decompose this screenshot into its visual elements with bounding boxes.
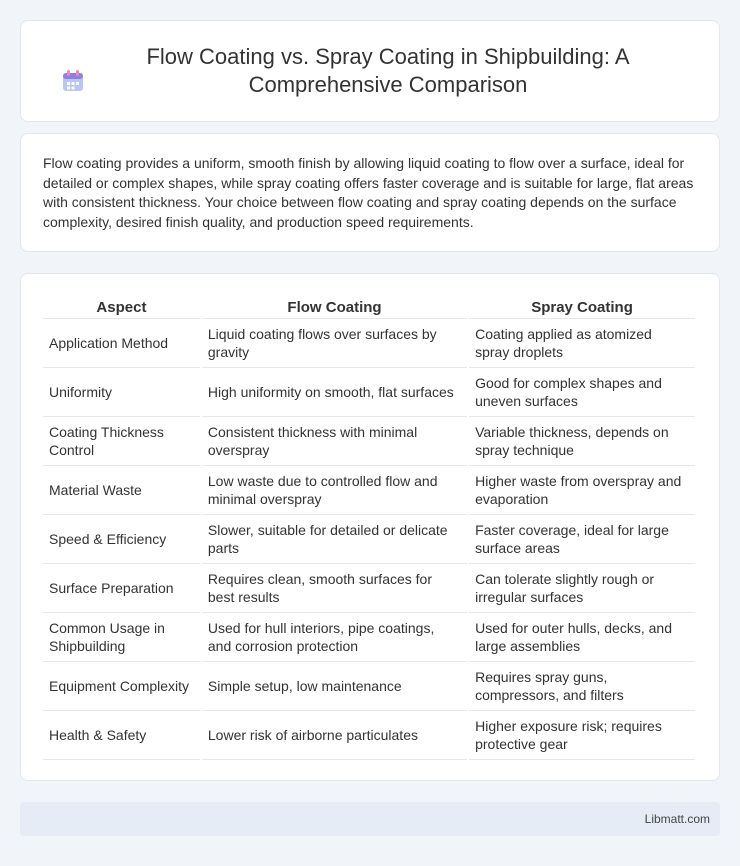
cell-flow: Slower, suitable for detailed or delicate parts (202, 515, 467, 564)
table-header-row (43, 294, 695, 319)
cell-spray: Coating applied as atomized spray droplets (469, 319, 695, 368)
calendar-icon (60, 68, 86, 94)
table-row (43, 613, 695, 662)
page-title: Flow Coating vs. Spray Coating in Shipbuilding: A Comprehensive Comparison (146, 44, 630, 97)
cell-aspect: Material Waste (43, 466, 200, 515)
cell-flow: Used for hull interiors, pipe coatings, and corrosion protection (202, 613, 467, 662)
cell-flow: Simple setup, low maintenance (202, 662, 467, 711)
intro-paragraph: Flow coating provides a uniform, smooth finish by allowing liquid coating to flow over a surface, ideal for detailed or complex shapes, while spray coating offers faster coverage and is suitable for large, flat areas with consistent thickness. Your choice between flow coating and spray coating depends on the surface complexity, desired finish quality, and production speed requirements. (43, 155, 694, 230)
cell-aspect: Surface Preparation (43, 564, 200, 613)
header-flow-coating: Flow Coating (202, 294, 467, 319)
table-row (43, 564, 695, 613)
cell-spray: Can tolerate slightly rough or irregular surfaces (469, 564, 695, 613)
footer-site-link[interactable]: Libmatt.com (644, 812, 710, 826)
cell-aspect: Equipment Complexity (43, 662, 200, 711)
comparison-table (41, 294, 697, 760)
comparison-card (20, 273, 720, 781)
cell-aspect: Common Usage in Shipbuilding (43, 613, 200, 662)
cell-spray: Good for complex shapes and uneven surfaces (469, 368, 695, 417)
cell-aspect: Speed & Efficiency (43, 515, 200, 564)
header-spray-coating: Spray Coating (469, 294, 695, 319)
cell-spray: Faster coverage, ideal for large surface areas (469, 515, 695, 564)
cell-aspect: Health & Safety (43, 711, 200, 760)
cell-aspect: Application Method (43, 319, 200, 368)
table-row (43, 662, 695, 711)
cell-spray: Higher waste from overspray and evaporation (469, 466, 695, 515)
cell-flow: Consistent thickness with minimal overspray (202, 417, 467, 466)
table-row (43, 711, 695, 760)
cell-aspect: Coating Thickness Control (43, 417, 200, 466)
table-row (43, 515, 695, 564)
cell-flow: Low waste due to controlled flow and minimal overspray (202, 466, 467, 515)
intro-card (20, 133, 720, 252)
cell-flow: Lower risk of airborne particulates (202, 711, 467, 760)
cell-flow: Liquid coating flows over surfaces by gravity (202, 319, 467, 368)
footer (20, 802, 720, 836)
cell-flow: High uniformity on smooth, flat surfaces (202, 368, 467, 417)
cell-spray: Used for outer hulls, decks, and large assemblies (469, 613, 695, 662)
table-row (43, 417, 695, 466)
cell-aspect: Uniformity (43, 368, 200, 417)
cell-flow: Requires clean, smooth surfaces for best results (202, 564, 467, 613)
cell-spray: Requires spray guns, compressors, and filters (469, 662, 695, 711)
table-row (43, 368, 695, 417)
cell-spray: Higher exposure risk; requires protective gear (469, 711, 695, 760)
title-wrap (60, 43, 680, 99)
table-row (43, 319, 695, 368)
cell-spray: Variable thickness, depends on spray technique (469, 417, 695, 466)
table-row (43, 466, 695, 515)
header-aspect: Aspect (43, 294, 200, 319)
title-card (20, 20, 720, 122)
